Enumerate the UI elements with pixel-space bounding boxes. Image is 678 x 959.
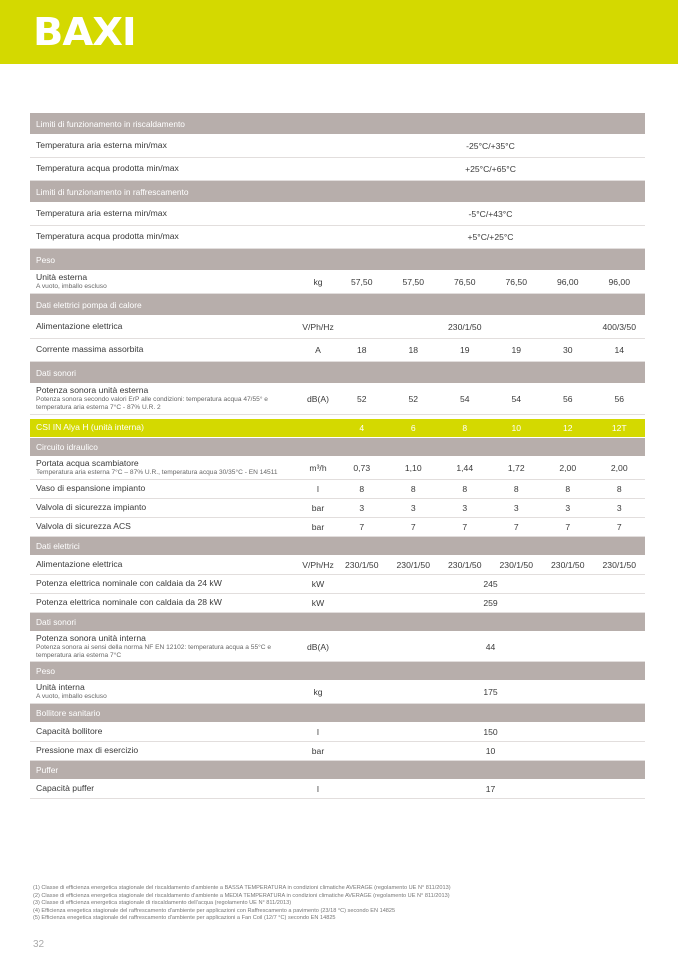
table-row bbox=[30, 316, 645, 339]
value-cell: 30 bbox=[562, 345, 573, 355]
table-row bbox=[30, 135, 645, 158]
table-row bbox=[30, 384, 645, 415]
value-cell: 54 bbox=[459, 393, 470, 404]
section-header: Peso bbox=[30, 249, 645, 271]
value-cell: 12 bbox=[562, 423, 573, 433]
row-label-text: Unità esterna bbox=[36, 272, 88, 283]
value-cell-merged: 259 bbox=[483, 597, 498, 608]
row-label bbox=[30, 459, 300, 477]
row-label-text: Alimentazione elettrica bbox=[36, 321, 123, 332]
row-label bbox=[30, 164, 300, 174]
value-cell: 230/1/50 bbox=[499, 559, 533, 570]
row-label-text: Vaso di espansione impianto bbox=[36, 482, 146, 493]
value-cell: 3 bbox=[462, 502, 468, 513]
value-cell: 7 bbox=[565, 521, 571, 532]
model-header-row bbox=[30, 419, 645, 438]
value-cell: 8 bbox=[410, 483, 416, 494]
value-cell: 8 bbox=[565, 483, 571, 494]
baxi-logo: BAXI bbox=[33, 10, 136, 54]
value-cell: 19 bbox=[511, 345, 522, 355]
table-row bbox=[30, 780, 645, 799]
row-sublabel: Potenza sonora ai sensi della norma NF EN 12102: temperatura acqua a 55°C e temperatura aria esterna 7°C bbox=[36, 643, 272, 659]
value-cell: 54 bbox=[511, 393, 522, 404]
unit-cell: bar bbox=[311, 521, 325, 532]
row-label bbox=[30, 560, 300, 570]
value-cell: 8 bbox=[359, 483, 365, 494]
row-label-text: Alimentazione elettrica bbox=[36, 558, 123, 569]
table-row bbox=[30, 594, 645, 613]
row-label bbox=[30, 322, 300, 332]
value-cell: 3 bbox=[565, 502, 571, 513]
row-label-text: Unità interna bbox=[36, 682, 85, 693]
row-label-text: Temperatura acqua prodotta min/max bbox=[36, 231, 179, 242]
value-cell-merged: 44 bbox=[485, 641, 496, 652]
table-row bbox=[30, 271, 645, 294]
table-row bbox=[30, 203, 645, 226]
unit-cell: dB(A) bbox=[307, 641, 329, 652]
value-cell-merged: 175 bbox=[483, 687, 498, 698]
page-number: 32 bbox=[33, 939, 45, 950]
value-cell: 96,00 bbox=[556, 277, 579, 287]
row-label-text: Potenza sonora unità interna bbox=[36, 632, 146, 643]
value-cell: 8 bbox=[616, 483, 622, 494]
value-cell: 3 bbox=[616, 502, 622, 513]
row-label-text: Potenza sonora unità esterna bbox=[36, 385, 149, 395]
value-cell: 3 bbox=[359, 502, 365, 513]
unit-cell: bar bbox=[311, 502, 325, 513]
table-row bbox=[30, 681, 645, 704]
unit-cell: V/Ph/Hz bbox=[302, 322, 334, 332]
value-cell: 4 bbox=[359, 423, 365, 433]
value-cell: 0,73 bbox=[353, 462, 371, 473]
table-row bbox=[30, 339, 645, 362]
row-label-text: Valvola di sicurezza ACS bbox=[36, 520, 131, 531]
value-cell-merged: 230/1/50 bbox=[448, 322, 482, 332]
value-cell: 57,50 bbox=[402, 277, 424, 287]
row-sublabel: Potenza sonora secondo valori ErP alle condizioni: temperatura acqua 47/55° e temperatura aria esterna 7°C - 87% U.R. 2 bbox=[36, 395, 268, 411]
footnotes bbox=[33, 885, 451, 923]
value-cell: 8 bbox=[462, 423, 468, 433]
row-label bbox=[30, 634, 300, 660]
value-cell: 1,10 bbox=[404, 462, 422, 473]
value-cell-merged: 150 bbox=[483, 727, 498, 738]
row-label-text: Capacità puffer bbox=[36, 783, 95, 794]
unit-cell: l bbox=[317, 784, 319, 795]
section-header: Dati sonori bbox=[30, 362, 645, 384]
value-cell-merged: -25°C/+35°C bbox=[466, 141, 515, 151]
unit-cell: bar bbox=[311, 746, 325, 757]
row-label bbox=[30, 345, 300, 355]
unit-cell: dB(A) bbox=[307, 393, 329, 404]
row-label bbox=[30, 273, 300, 291]
value-cell: 2,00 bbox=[610, 462, 628, 473]
row-label bbox=[30, 579, 300, 589]
value-cell: 230/1/50 bbox=[551, 559, 585, 570]
footnote: (2) Classe di efficienza energetica stagionale del riscaldamento d'ambiente a MEDIA TEMPERATURA in condizioni climatiche AVERAGE (regolamento UE N° 811/2013) bbox=[33, 892, 450, 899]
table-row bbox=[30, 518, 645, 537]
value-cell: 230/1/50 bbox=[345, 559, 379, 570]
value-cell: 7 bbox=[616, 521, 622, 532]
value-cell: 57,50 bbox=[350, 277, 373, 287]
value-cell: 12T bbox=[611, 423, 627, 433]
table-row bbox=[30, 457, 645, 480]
section-header: Bollitore sanitario bbox=[30, 704, 645, 723]
table-row bbox=[30, 226, 645, 249]
row-label bbox=[30, 522, 300, 532]
value-cell: 56 bbox=[614, 393, 625, 404]
row-label bbox=[30, 209, 300, 219]
value-cell-merged: +5°C/+25°C bbox=[467, 232, 514, 242]
unit-cell: kW bbox=[311, 578, 325, 589]
footnote: (3) Classe di efficienza energetica stagionale di riscaldamento dell'acqua (regolamento UE N° 811/2013) bbox=[33, 900, 292, 907]
section-header: Puffer bbox=[30, 761, 645, 780]
value-cell-merged: 17 bbox=[485, 784, 496, 795]
value-cell: 230/1/50 bbox=[602, 559, 636, 570]
row-label-text: Potenza elettrica nominale con caldaia da 28 kW bbox=[36, 596, 222, 607]
row-label bbox=[30, 503, 300, 513]
value-cell: 400/3/50 bbox=[602, 322, 636, 332]
value-cell: 3 bbox=[410, 502, 416, 513]
row-label bbox=[30, 784, 300, 794]
value-cell: 7 bbox=[410, 521, 416, 532]
value-cell: 76,50 bbox=[453, 277, 476, 287]
section-header: Dati elettrici bbox=[30, 537, 645, 556]
value-cell: 1,44 bbox=[456, 462, 474, 473]
value-cell: 56 bbox=[562, 393, 573, 404]
table-row bbox=[30, 723, 645, 742]
table-row bbox=[30, 632, 645, 663]
value-cell: 8 bbox=[462, 483, 468, 494]
value-cell: 18 bbox=[408, 345, 419, 355]
section-header: Circuito idraulico bbox=[30, 438, 645, 457]
value-cell: 52 bbox=[356, 393, 367, 404]
unit-cell: kg bbox=[313, 277, 323, 287]
unit-cell: A bbox=[315, 345, 321, 355]
row-label bbox=[30, 386, 300, 412]
unit-cell: kg bbox=[313, 687, 323, 698]
row-label-text: CSI IN Alya H (unità interna) bbox=[36, 422, 144, 433]
spec-table-outdoor-unit bbox=[30, 113, 645, 415]
value-cell: 10 bbox=[511, 423, 522, 433]
section-header: Dati elettrici pompa di calore bbox=[30, 294, 645, 316]
value-cell: 7 bbox=[462, 521, 468, 532]
table-row bbox=[30, 742, 645, 761]
value-cell: 7 bbox=[513, 521, 519, 532]
header-band bbox=[0, 0, 678, 64]
table-row bbox=[30, 480, 645, 499]
row-label-text: Temperatura aria esterna min/max bbox=[36, 208, 167, 219]
value-cell: 96,00 bbox=[608, 277, 630, 287]
row-label bbox=[30, 683, 300, 701]
row-label-text: Capacità bollitore bbox=[36, 726, 103, 737]
section-header: Peso bbox=[30, 662, 645, 681]
unit-cell: l bbox=[317, 727, 319, 738]
value-cell-merged: -5°C/+43°C bbox=[468, 209, 513, 219]
row-label bbox=[30, 598, 300, 608]
row-label bbox=[30, 484, 300, 494]
row-label-text: Potenza elettrica nominale con caldaia da 24 kW bbox=[36, 577, 222, 588]
value-cell-merged: 245 bbox=[483, 578, 498, 589]
value-cell: 19 bbox=[459, 345, 470, 355]
row-sublabel: A vuoto, imballo escluso bbox=[36, 282, 107, 290]
row-label bbox=[30, 232, 300, 242]
value-cell: 52 bbox=[408, 393, 419, 404]
table-row bbox=[30, 575, 645, 594]
value-cell: 76,50 bbox=[505, 277, 527, 287]
row-label-text: Portata acqua scambiatore bbox=[36, 458, 139, 468]
spec-table-indoor-unit bbox=[30, 419, 645, 799]
row-label-text: Corrente massima assorbita bbox=[36, 344, 144, 355]
value-cell: 230/1/50 bbox=[448, 559, 482, 570]
table-row bbox=[30, 158, 645, 181]
table-row bbox=[30, 556, 645, 575]
value-cell: 230/1/50 bbox=[396, 559, 430, 570]
value-cell: 8 bbox=[513, 483, 519, 494]
row-label-text: Temperatura aria esterna min/max bbox=[36, 140, 167, 151]
row-sublabel: Temperatura aria esterna 7°C – 87% U.R., temperatura acqua 30/35°C - EN 14511 bbox=[36, 468, 278, 476]
row-label-text: Pressione max di esercizio bbox=[36, 745, 139, 756]
row-sublabel: A vuoto, imballo escluso bbox=[36, 693, 107, 701]
footnote: (1) Classe di efficienza energetica stagionale del riscaldamento d'ambiente a BASSA TEMPERATURA in condizioni climatiche AVERAGE (regolamento UE N° 811/2013) bbox=[33, 885, 451, 891]
unit-cell: V/Ph/Hz bbox=[302, 559, 334, 570]
section-header: Dati sonori bbox=[30, 613, 645, 632]
row-label bbox=[30, 423, 300, 433]
value-cell: 7 bbox=[359, 521, 365, 532]
row-label bbox=[30, 746, 300, 756]
section-header: Limiti di funzionamento in raffrescamento bbox=[30, 181, 645, 203]
row-label-text: Temperatura acqua prodotta min/max bbox=[36, 163, 179, 174]
section-header: Limiti di funzionamento in riscaldamento bbox=[30, 113, 645, 135]
unit-cell: m³/h bbox=[309, 462, 327, 473]
value-cell: 6 bbox=[410, 423, 416, 433]
footnote: (5) Efficienza enegetica stagionale del raffrescamento d'ambiente per applicazioni a Fan Coil (12/7 °C) secondo EN 14825 bbox=[33, 915, 336, 922]
value-cell-merged: 10 bbox=[485, 746, 496, 757]
value-cell: 14 bbox=[614, 345, 625, 355]
footnote: (4) Efficienza enegetica stagionale del raffrescamento d'ambiente per applicazioni con Raffrescamento a pavimento (23/18 °C) secondo EN 14825 bbox=[33, 907, 396, 914]
row-label bbox=[30, 141, 300, 151]
value-cell: 3 bbox=[513, 502, 519, 513]
value-cell: 1,72 bbox=[507, 462, 525, 473]
table-row bbox=[30, 499, 645, 518]
row-label-text: Valvola di sicurezza impianto bbox=[36, 501, 147, 512]
value-cell-merged: +25°C/+65°C bbox=[465, 164, 516, 174]
value-cell: 18 bbox=[356, 345, 367, 355]
unit-cell: l bbox=[317, 483, 319, 494]
unit-cell: kW bbox=[311, 597, 325, 608]
value-cell: 2,00 bbox=[559, 462, 577, 473]
row-label bbox=[30, 727, 300, 737]
